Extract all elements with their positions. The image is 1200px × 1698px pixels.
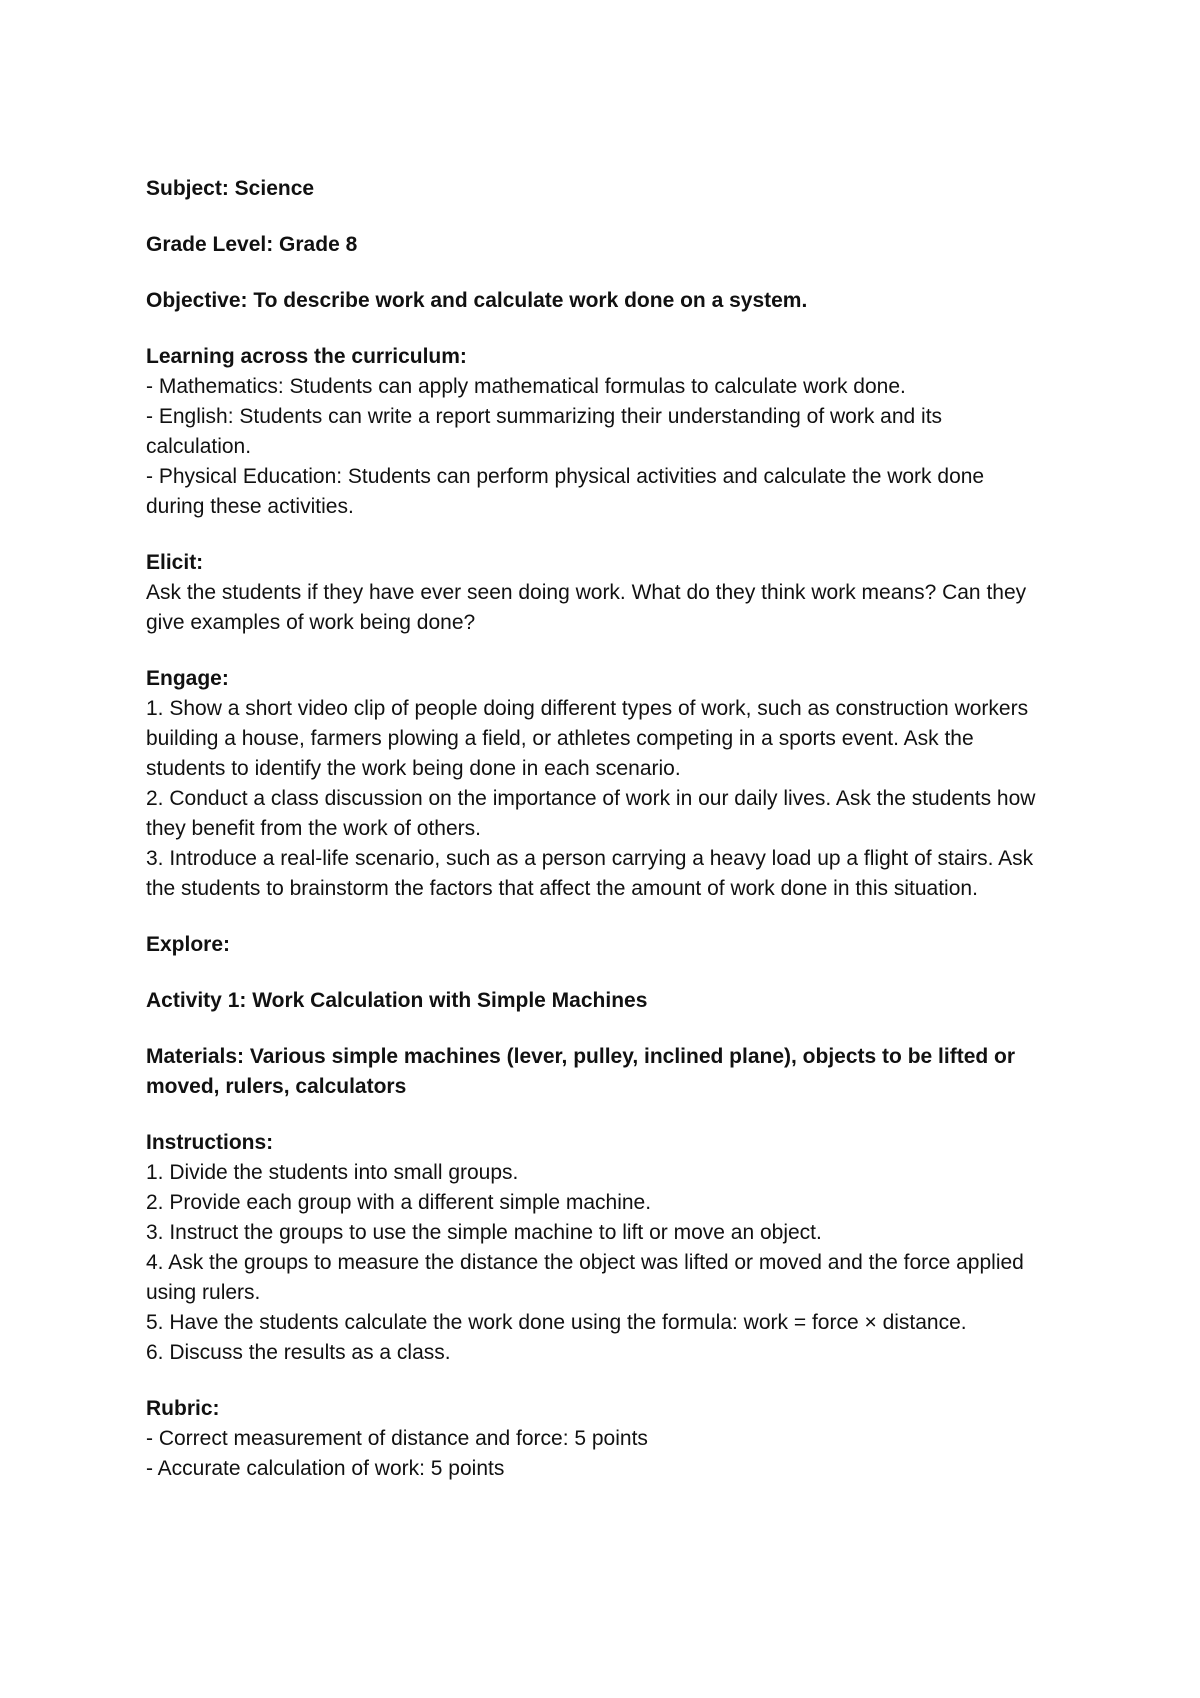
elicit-text: Ask the students if they have ever seen doing work. What do they think work means? Can they give examples of work being done? — [146, 581, 1027, 634]
instruction-item: 3. Instruct the groups to use the simple machine to lift or move an object. — [146, 1221, 822, 1244]
grade-level-line: Grade Level: Grade 8 — [146, 233, 358, 256]
explore-heading: Explore: — [146, 933, 231, 956]
elicit-heading: Elicit: — [146, 551, 204, 574]
grade-level-block — [146, 230, 1046, 260]
instructions-heading: Instructions: — [146, 1131, 274, 1154]
objective-block — [146, 286, 1046, 316]
instruction-item: 2. Provide each group with a different simple machine. — [146, 1191, 652, 1214]
engage-item: 1. Show a short video clip of people doing different types of work, such as construction workers building a house, farmers plowing a field, or athletes competing in a sports event. Ask the students to identify the work being done in each scenario. — [146, 697, 1029, 780]
engage-heading: Engage: — [146, 667, 229, 690]
engage-section — [146, 664, 1046, 904]
activity1-title-block — [146, 986, 1046, 1016]
subject-block — [146, 174, 1046, 204]
learning-across-item: - English: Students can write a report summarizing their understanding of work and its calculation. — [146, 405, 943, 458]
objective-line: Objective: To describe work and calculate work done on a system. — [146, 289, 808, 312]
learning-across-heading: Learning across the curriculum: — [146, 345, 467, 368]
explore-section — [146, 930, 1046, 960]
subject-line: Subject: Science — [146, 177, 315, 200]
instruction-item: 5. Have the students calculate the work done using the formula: work = force × distance. — [146, 1311, 967, 1334]
activity1-materials-block — [146, 1042, 1046, 1102]
engage-item: 3. Introduce a real-life scenario, such as a person carrying a heavy load up a flight of stairs. Ask the students to brainstorm the factors that affect the amount of work done in this situation. — [146, 847, 1034, 900]
instruction-item: 6. Discuss the results as a class. — [146, 1341, 451, 1364]
learning-across-item: - Mathematics: Students can apply mathematical formulas to calculate work done. — [146, 375, 906, 398]
rubric-item: - Correct measurement of distance and force: 5 points — [146, 1427, 648, 1450]
instruction-item: 1. Divide the students into small groups. — [146, 1161, 519, 1184]
rubric-item: - Accurate calculation of work: 5 points — [146, 1457, 505, 1480]
learning-across-item: - Physical Education: Students can perform physical activities and calculate the work done during these activities. — [146, 465, 985, 518]
elicit-section — [146, 548, 1046, 638]
activity1-materials: Materials: Various simple machines (lever, pulley, inclined plane), objects to be lifted or moved, rulers, calculators — [146, 1045, 1016, 1098]
document-page — [146, 174, 1046, 1510]
activity1-title: Activity 1: Work Calculation with Simple Machines — [146, 989, 648, 1012]
rubric-section — [146, 1394, 1046, 1484]
rubric-heading: Rubric: — [146, 1397, 220, 1420]
instruction-item: 4. Ask the groups to measure the distance the object was lifted or moved and the force applied using rulers. — [146, 1251, 1024, 1304]
activity1-instructions-section — [146, 1128, 1046, 1368]
learning-across-section — [146, 342, 1046, 522]
engage-item: 2. Conduct a class discussion on the importance of work in our daily lives. Ask the students how they benefit from the work of others. — [146, 787, 1036, 840]
